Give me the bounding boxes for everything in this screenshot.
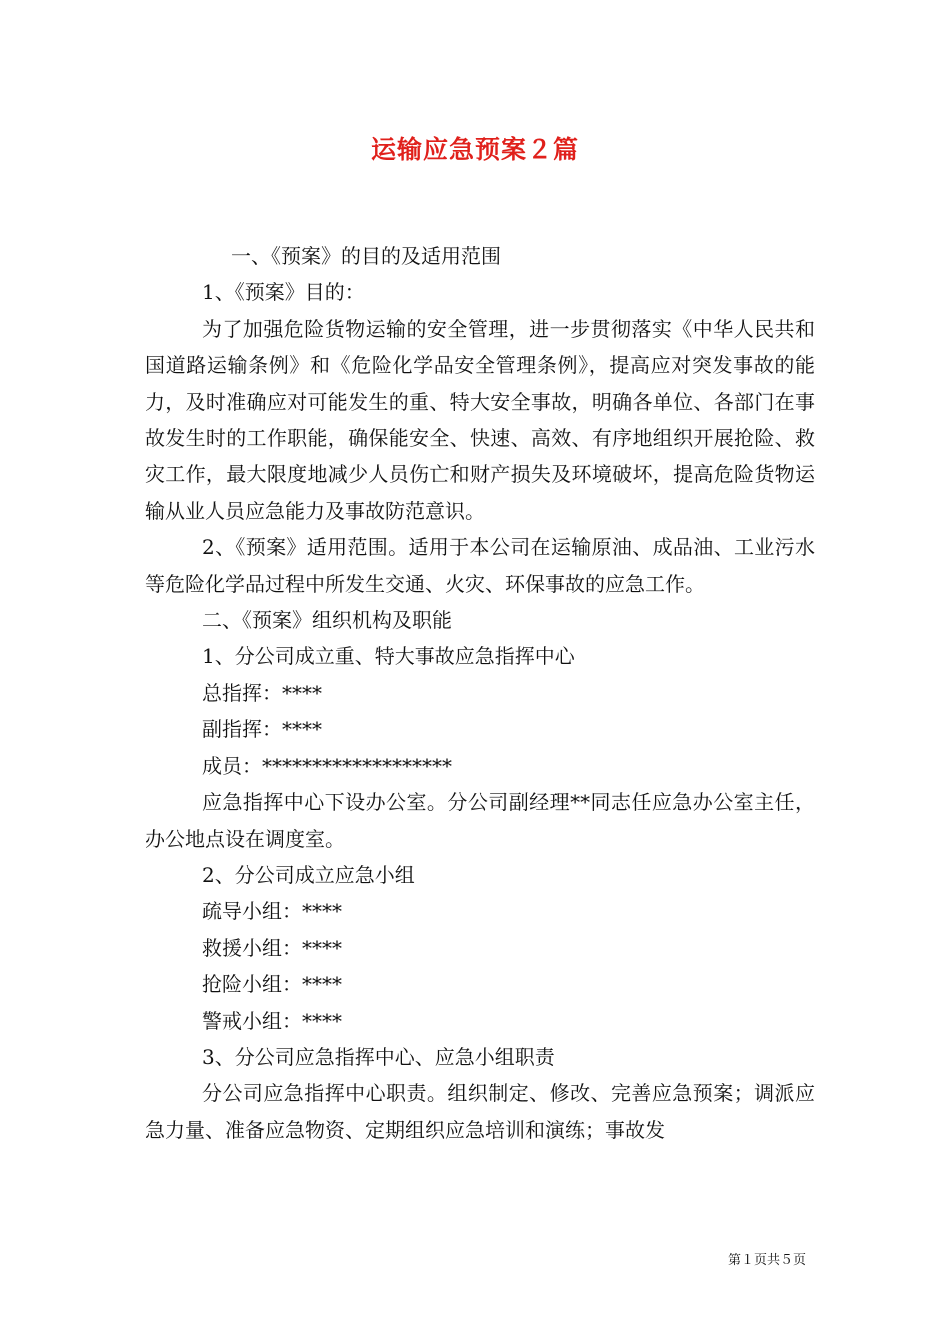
list-item: 警戒小组：**** <box>202 1008 342 1033</box>
list-item: 抢险小组：**** <box>202 972 342 997</box>
list-item: 成员：******************* <box>202 753 452 778</box>
paragraph: 2、《预案》适用范围。适用于本公司在运输原油、成品油、工业污水等危险化学品过程中所发生交通、火灾、环保事故的应急工作。 <box>145 535 815 596</box>
list-item: 救援小组：**** <box>202 935 342 960</box>
paragraph: 分公司应急指挥中心职责。组织制定、修改、完善应急预案；调派应急力量、准备应急物资、定期组织应急培训和演练；事故发 <box>145 1081 815 1142</box>
list-item: 总指挥：**** <box>202 680 322 705</box>
list-item: 副指挥：**** <box>202 717 322 742</box>
page-number: 第１页共５页 <box>727 1253 806 1268</box>
list-item: 疏导小组：**** <box>202 899 342 924</box>
subsection-heading: 3、分公司应急指挥中心、应急小组职责 <box>202 1044 555 1069</box>
document-body <box>145 238 815 1148</box>
section-heading: 一、《预案》的目的及适用范围 <box>231 244 501 268</box>
document-title: 运输应急预案２篇 <box>370 135 579 164</box>
paragraph: 应急指挥中心下设办公室。分公司副经理**同志任应急办公室主任，办公地点设在调度室。 <box>145 790 815 851</box>
subsection-heading: 1、分公司成立重、特大事故应急指挥中心 <box>202 644 575 669</box>
section-heading: 二、《预案》组织机构及职能 <box>202 608 452 633</box>
subsection-heading: 1、《预案》目的： <box>202 280 365 305</box>
subsection-heading: 2、分公司成立应急小组 <box>202 862 415 887</box>
paragraph: 为了加强危险货物运输的安全管理，进一步贯彻落实《中华人民共和国道路运输条例》和《危险化学品安全管理条例》，提高应对突发事故的能力，及时准确应对可能发生的重、特大安全事故，明确各单位、各部门在事故发生时的工作职能，确保能安全、快速、高效、有序地组织开展抢险、救灾工作，最大限度地减少人员伤亡和财产损失及环境破坏，提高危险货物运输从业人员应急能力及事故防范意识。 <box>145 316 815 523</box>
